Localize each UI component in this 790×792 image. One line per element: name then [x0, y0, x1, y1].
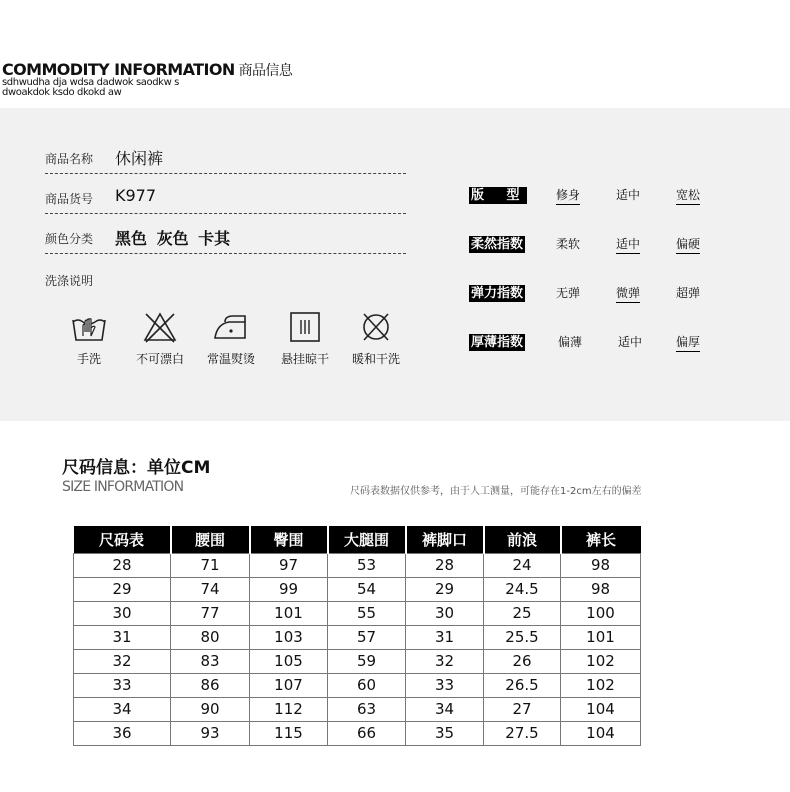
- column-header: 前浪: [484, 526, 561, 553]
- index-name: 厚薄指数: [471, 335, 524, 350]
- index-row-elasticity: [469, 285, 703, 303]
- table-cell: 59: [328, 649, 406, 673]
- index-name: 版 型: [469, 187, 527, 204]
- table-cell: 32: [74, 649, 171, 673]
- title-english: COMMODITY INFORMATION: [2, 60, 235, 79]
- table-cell: 104: [561, 697, 641, 721]
- column-header: 裤长: [561, 526, 641, 553]
- title-chinese: 商品信息: [238, 63, 293, 79]
- table-cell: 26: [484, 649, 561, 673]
- table-cell: 112: [250, 697, 328, 721]
- index-option: 微弹: [616, 285, 640, 303]
- table-cell: 98: [561, 553, 641, 577]
- index-row-softness: [469, 236, 703, 254]
- index-row-fit: [469, 187, 703, 205]
- wash-label: 不可漂白: [135, 352, 184, 366]
- table-row: [74, 577, 641, 601]
- table-cell: 74: [171, 577, 250, 601]
- table-cell: 104: [561, 721, 641, 745]
- attr-row-name: [45, 150, 406, 174]
- table-cell: 102: [561, 649, 641, 673]
- attr-label: 洗涤说明: [45, 274, 94, 288]
- header-subtitle: [2, 78, 179, 98]
- table-cell: 31: [74, 625, 171, 649]
- table-cell: 93: [171, 721, 250, 745]
- table-cell: 66: [328, 721, 406, 745]
- iron-icon: [211, 310, 251, 344]
- table-row: [74, 721, 641, 745]
- wash-item-no-bleach: [125, 310, 195, 367]
- table-cell: 35: [406, 721, 484, 745]
- size-info-note: 尺码表数据仅供参考，由于人工测量，可能存在1-2cm左右的偏差: [350, 486, 642, 497]
- table-cell: 71: [171, 553, 250, 577]
- index-option: 适中: [618, 335, 643, 349]
- column-header: 臀围: [250, 526, 328, 553]
- table-cell: 54: [328, 577, 406, 601]
- column-header: 大腿围: [328, 526, 406, 553]
- no-bleach-icon: [140, 310, 180, 344]
- table-cell: 53: [328, 553, 406, 577]
- table-cell: 33: [406, 673, 484, 697]
- table-cell: 60: [328, 673, 406, 697]
- column-header: 尺码表: [74, 526, 171, 553]
- wash-item-iron: [196, 310, 266, 367]
- no-tumble-dry-icon: [356, 310, 396, 344]
- index-name: 弹力指数: [471, 286, 524, 301]
- table-cell: 98: [561, 577, 641, 601]
- index-row-thickness: [469, 334, 703, 352]
- table-cell: 102: [561, 673, 641, 697]
- index-option: 柔软: [556, 237, 581, 251]
- table-cell: 57: [328, 625, 406, 649]
- wash-item-hand-wash: [54, 310, 124, 367]
- attr-row-sku: [45, 186, 406, 214]
- subtitle-line-1: sdhwudha dja wdsa dadwok saodkw s: [2, 77, 179, 88]
- attr-value: 休闲裤: [115, 149, 164, 168]
- table-cell: 77: [171, 601, 250, 625]
- table-cell: 80: [171, 625, 250, 649]
- hang-dry-icon: [285, 310, 325, 344]
- wash-item-hang-dry: [270, 310, 340, 367]
- wash-label: 暖和干洗: [351, 352, 400, 366]
- table-cell: 28: [74, 553, 171, 577]
- table-cell: 99: [250, 577, 328, 601]
- index-option: 偏硬: [676, 236, 700, 254]
- index-option: 超弹: [676, 286, 701, 300]
- table-cell: 115: [250, 721, 328, 745]
- size-info-subtitle: SIZE INFORMATION: [62, 479, 184, 495]
- subtitle-line-2: dwoakdok ksdo dkokd aw: [2, 87, 122, 98]
- table-cell: 86: [171, 673, 250, 697]
- table-cell: 90: [171, 697, 250, 721]
- wash-label: 悬挂晾干: [280, 352, 329, 366]
- table-cell: 34: [74, 697, 171, 721]
- table-cell: 24: [484, 553, 561, 577]
- table-cell: 36: [74, 721, 171, 745]
- table-cell: 30: [406, 601, 484, 625]
- table-row: [74, 649, 641, 673]
- table-cell: 31: [406, 625, 484, 649]
- attr-value: K977: [115, 186, 157, 205]
- table-cell: 32: [406, 649, 484, 673]
- size-table-body: [74, 553, 641, 745]
- size-table: [73, 526, 641, 746]
- table-cell: 26.5: [484, 673, 561, 697]
- table-cell: 83: [171, 649, 250, 673]
- hand-wash-icon: [69, 310, 109, 344]
- table-cell: 29: [406, 577, 484, 601]
- wash-label: 手洗: [76, 352, 101, 366]
- wash-label: 常温熨烫: [206, 352, 255, 366]
- table-cell: 33: [74, 673, 171, 697]
- table-cell: 105: [250, 649, 328, 673]
- index-option: 偏薄: [558, 335, 583, 349]
- table-cell: 55: [328, 601, 406, 625]
- attr-value: 黑色 灰色 卡其: [115, 229, 231, 248]
- table-cell: 100: [561, 601, 641, 625]
- index-option: 无弹: [556, 286, 581, 300]
- attr-label: 商品名称: [45, 152, 94, 166]
- wash-item-no-tumble-dry: [341, 310, 411, 367]
- table-cell: 34: [406, 697, 484, 721]
- table-row: [74, 697, 641, 721]
- table-cell: 63: [328, 697, 406, 721]
- table-row: [74, 553, 641, 577]
- size-info-title: 尺码信息：单位CM: [62, 458, 211, 478]
- table-cell: 30: [74, 601, 171, 625]
- index-option: 适中: [616, 188, 641, 202]
- attr-label: 颜色分类: [45, 232, 94, 246]
- column-header: 腰围: [171, 526, 250, 553]
- table-cell: 24.5: [484, 577, 561, 601]
- table-cell: 29: [74, 577, 171, 601]
- index-option: 适中: [616, 236, 640, 254]
- table-cell: 27: [484, 697, 561, 721]
- index-name: 柔然指数: [471, 237, 524, 252]
- attr-label: 商品货号: [45, 192, 94, 206]
- table-cell: 25.5: [484, 625, 561, 649]
- size-table-header: [74, 526, 641, 553]
- index-option: 宽松: [676, 187, 700, 205]
- index-option: 偏厚: [676, 334, 700, 352]
- column-header: 裤脚口: [406, 526, 484, 553]
- attr-row-wash: [45, 272, 406, 296]
- index-option: 修身: [556, 187, 580, 205]
- attr-row-color: [45, 230, 406, 254]
- table-row: [74, 625, 641, 649]
- table-cell: 103: [250, 625, 328, 649]
- table-cell: 107: [250, 673, 328, 697]
- table-cell: 97: [250, 553, 328, 577]
- table-row: [74, 601, 641, 625]
- table-cell: 101: [250, 601, 328, 625]
- table-cell: 27.5: [484, 721, 561, 745]
- table-row: [74, 673, 641, 697]
- table-cell: 28: [406, 553, 484, 577]
- table-cell: 25: [484, 601, 561, 625]
- table-cell: 101: [561, 625, 641, 649]
